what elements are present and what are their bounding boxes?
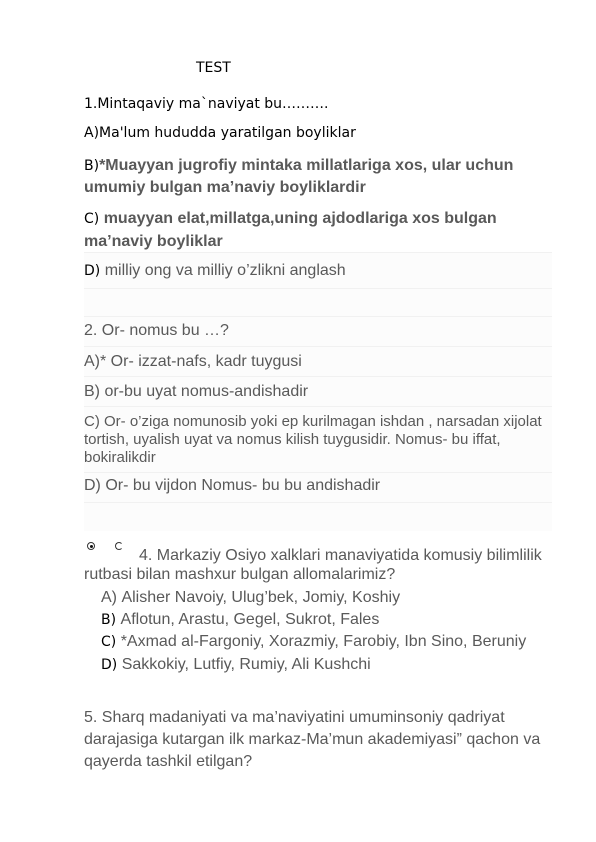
q1-option-b-continued: umumiy bulgan ma’naviy boyliklardir (84, 179, 366, 196)
row-band (84, 502, 552, 531)
q4-option-a (101, 589, 400, 607)
option-prefix: A) (84, 125, 100, 141)
option-prefix: C) (84, 211, 100, 227)
question-2: 2. Or- nomus bu …? (84, 322, 229, 339)
option-prefix: B) (84, 158, 100, 174)
option-text: muayyan elat,millatga,uning ajdodlariga xos bulgan (99, 210, 497, 227)
option-prefix: D) (84, 263, 101, 279)
q4-option-c (101, 633, 526, 651)
option-prefix: D) (101, 657, 118, 673)
page-title: TEST (196, 60, 231, 76)
q2-option-b: B) or-bu uyat nomus-andishadir (84, 383, 309, 400)
question-4-continued: rutbasi bilan mashxur bulgan allomalarimiz? (84, 566, 396, 583)
q1-option-a (84, 125, 356, 141)
question-4: 4. Markaziy Osiyo xalklari manaviyatida komusiy bilimlilik (139, 547, 542, 564)
option-text: *Muayyan jugrofiy mintaka millatlariga xos, ular uchun (99, 157, 514, 174)
question-5-continued: darajasiga kutargan ilk markaz-Ma’mun akademiyasi” qachon va (84, 731, 541, 748)
option-text: Alisher Navoiy, Ulug’bek, Jomiy, Koshiy (121, 589, 401, 606)
row-band (84, 288, 552, 317)
q2-option-d: D) Or- bu vijdon Nomus- bu bu andishadir (84, 477, 381, 494)
q4-option-b (101, 611, 379, 629)
question-5-continued: qayerda tashkil etilgan? (84, 753, 253, 770)
option-prefix: C) (101, 634, 117, 650)
option-text: Ma'lum hududda yaratilgan boyliklar (99, 125, 356, 141)
q2-option-c: C) Or- o’ziga nomunosib yoki ep kurilmagan ishdan , narsadan xijolat tortish, uyalish uyat va nomus kilish tuygusidir. Nomus- bu iffat, bokiralikdir (84, 413, 542, 466)
option-text: milliy ong va milliy o’zlikni anglash (100, 262, 346, 279)
q1-option-b (84, 157, 513, 175)
option-text: Sakkokiy, Lutfiy, Rumiy, Ali Kushchi (121, 656, 371, 673)
q1-option-c (84, 210, 497, 228)
question-1: 1.Mintaqaviy ma`naviyat bu………. (84, 96, 329, 112)
option-prefix: B) (101, 612, 117, 628)
question-5: 5. Sharq madaniyati va ma’naviyatini umuminsoniy qadriyat (84, 709, 505, 726)
q2-option-a: A)* Or- izzat-nafs, kadr tuygusi (84, 353, 302, 370)
refresh-icon (115, 542, 123, 550)
q1-option-d (84, 262, 346, 280)
option-text: *Axmad al-Fargoniy, Xorazmiy, Farobiy, Ibn Sino, Beruniy (120, 633, 527, 650)
option-prefix: A) (101, 589, 117, 606)
q4-option-d (101, 656, 371, 674)
q1-option-c-continued: ma’naviy boyliklar (84, 233, 223, 250)
radio-icon (87, 542, 95, 550)
option-text: Aflotun, Arastu, Gegel, Sukrot, Fales (120, 611, 380, 628)
